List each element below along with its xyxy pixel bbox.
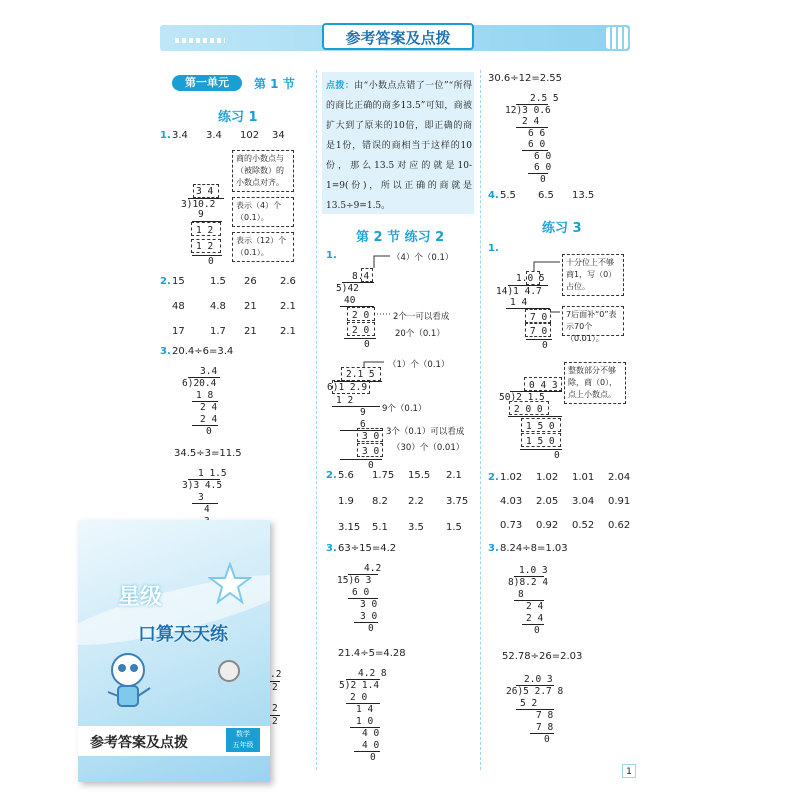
c3-q2-number: 2.	[488, 472, 499, 483]
step-box	[525, 323, 551, 337]
answer: 17	[172, 326, 185, 337]
division-quotient: 3.4	[200, 366, 218, 377]
division-step: 1 0	[356, 716, 374, 727]
cover-title-1: 星级	[118, 585, 163, 610]
tip-label: 点拨：	[326, 81, 355, 91]
division-step: 0	[370, 752, 376, 763]
division-step: 2 0	[352, 325, 370, 336]
dividend-box	[332, 380, 370, 394]
division-step: 3 0	[360, 599, 378, 610]
answer: 0.92	[536, 520, 559, 531]
division-step: 7 0	[530, 326, 548, 337]
answer: 26	[244, 276, 257, 287]
division-step: 6 0	[534, 162, 552, 173]
exercise-1-title: 练习 1	[218, 110, 258, 125]
division-step: 1 5 0	[526, 436, 555, 447]
hidden-digit: .2	[270, 669, 282, 680]
step-box	[509, 401, 549, 415]
division-step: 1 2	[336, 395, 354, 406]
cover-seal-icon	[218, 660, 240, 682]
equation: 52.78÷26=2.03	[502, 651, 583, 662]
division-step: 2 4	[200, 414, 218, 425]
answer: 1.01	[572, 472, 595, 483]
robot-mascot-icon	[98, 648, 158, 718]
column-separator-2	[480, 70, 481, 770]
note: （4）个（0.1）	[392, 253, 454, 263]
answer: 21	[244, 326, 257, 337]
division-step: 7 8	[536, 710, 554, 721]
division-line	[522, 624, 544, 625]
answer: 2.04	[608, 472, 631, 483]
c1-q1-answer: 102	[240, 130, 260, 141]
division-step: 0	[534, 625, 540, 636]
division-step: 0	[364, 339, 370, 350]
division-step: 5 2	[520, 698, 538, 709]
division-quotient: 2.1 5	[346, 369, 375, 380]
division-dividend: 12)3 0.6	[505, 105, 551, 116]
cover-badge	[226, 728, 260, 752]
division-step: 2 4	[526, 601, 544, 612]
division-step: 3 0	[362, 431, 380, 442]
division-step: 40	[344, 295, 356, 306]
answer: 0.91	[608, 496, 631, 507]
quotient-box	[193, 184, 219, 198]
division-step: 4	[204, 504, 210, 515]
division-line	[530, 733, 554, 734]
division-step: 2 4	[522, 116, 540, 127]
division-step: 1 8	[196, 390, 214, 401]
division-step: 1 2	[196, 241, 214, 252]
note-box: 表示（4）个（0.1）。	[232, 197, 294, 227]
answer: 2.6	[280, 276, 296, 287]
step-box	[191, 239, 221, 253]
division-step: 0	[542, 340, 548, 351]
division-step: 0	[368, 623, 374, 634]
answer-grid	[500, 472, 640, 544]
division-dividend: 3)10.2	[181, 199, 216, 210]
division-dividend: 6)1 2.9	[327, 382, 368, 393]
division-step: 1 4	[510, 297, 528, 308]
c2-q3-number: 3.	[326, 543, 337, 554]
note: （1）个（0.1）	[388, 360, 450, 370]
division-line	[354, 622, 378, 623]
hidden-digit: 2	[272, 716, 278, 727]
answer: 48	[172, 301, 185, 312]
division-step: 1 2	[196, 225, 214, 236]
division-dividend: 50)2 1.5	[499, 392, 545, 403]
division-quotient: 4.2	[364, 563, 382, 574]
division-dividend: 5)42	[336, 283, 359, 294]
note-box: 商的小数点与（被除数）的小数点对齐。	[232, 150, 294, 192]
division-line	[332, 406, 380, 407]
answer: 4.03	[500, 496, 523, 507]
answer: 2.1	[280, 301, 296, 312]
division-step: 3	[198, 492, 204, 503]
answer: 0.73	[500, 520, 523, 531]
answer: 8.2	[372, 496, 388, 507]
c1-q3-number: 3.	[160, 346, 171, 357]
equation: 20.4÷6=3.4	[172, 346, 234, 357]
c3-q4-number: 4.	[488, 190, 499, 201]
division-step: 1 5 0	[526, 421, 555, 432]
division-step: 0	[544, 734, 550, 745]
division-step: 7 8	[536, 722, 554, 733]
arrow-lines-b	[360, 356, 390, 376]
c3-q3-number: 3.	[488, 543, 499, 554]
division-line	[354, 751, 380, 752]
step-box	[357, 443, 383, 457]
division-line	[340, 459, 382, 460]
division-step: 0	[540, 174, 546, 185]
note: 20个（0.1）	[395, 329, 445, 339]
division-step: 2 4	[200, 402, 218, 413]
division-quotient: 2.0 3	[524, 674, 553, 685]
division-step: 3 0	[362, 446, 380, 457]
cover-badge-grade: 五年级	[232, 741, 254, 749]
note-box: 7后面补“0”表示70个（0.01）。	[562, 306, 624, 336]
note-box: 表示（12）个（0.1）。	[232, 232, 294, 262]
division-dividend: 15)6 3	[337, 575, 372, 586]
division-step: 6 0	[528, 139, 546, 150]
answer: 15	[172, 276, 185, 287]
answer: 15.5	[408, 470, 431, 481]
answer: 1.7	[210, 326, 226, 337]
division-step: 0	[554, 450, 560, 461]
answer: 3.5	[408, 522, 424, 533]
c1-q1-answer: 3.4	[172, 130, 188, 141]
answer: 1.5	[446, 522, 462, 533]
division-step: 6	[360, 419, 366, 430]
star-icon	[208, 562, 252, 606]
step-box	[357, 428, 383, 442]
division-quotient: 4.2 8	[358, 668, 387, 679]
division-dividend: 8)8.2 4	[508, 577, 549, 588]
division-quotient: 0 4 3	[529, 380, 558, 391]
cover-title-2: 口算天天练	[138, 624, 228, 645]
division-dividend: 6)20.4	[182, 378, 217, 389]
equation: 63÷15=4.2	[338, 543, 397, 554]
answer: 5.6	[338, 470, 354, 481]
division-dividend: 5)2 1.4	[339, 680, 380, 691]
note: 3个（0.1）可以看成	[386, 427, 465, 437]
page-number: 1	[622, 764, 636, 778]
section-2-title: 第 2 节 练习 2	[356, 230, 445, 245]
answer: 13.5	[572, 190, 595, 201]
tip-text	[326, 76, 472, 216]
answer: 1.5	[210, 276, 226, 287]
answer: 1.02	[536, 472, 559, 483]
division-line	[192, 425, 218, 426]
equation: 34.5÷3=11.5	[174, 448, 242, 459]
division-step: 4 0	[362, 740, 380, 751]
division-quotient: 1.0 3	[519, 565, 548, 576]
division-step: 2 0 0	[514, 404, 543, 415]
answer-grid	[338, 470, 478, 548]
c1-q2-number: 2.	[160, 276, 171, 287]
note: 9个（0.1）	[382, 404, 427, 414]
division-quotient: 1.0 5	[516, 273, 545, 284]
answer: 21	[244, 301, 257, 312]
division-dividend: 14)1 4.7	[496, 286, 542, 297]
step-box	[521, 418, 561, 432]
answer: 4.8	[210, 301, 226, 312]
division-step: 0	[208, 256, 214, 267]
answer: 5.1	[372, 522, 388, 533]
step-box	[191, 222, 221, 236]
answer: 3.75	[446, 496, 469, 507]
arrow-lines-c	[530, 256, 566, 316]
answer: 1.9	[338, 496, 354, 507]
answer: 2.05	[536, 496, 559, 507]
header-grid-icon	[606, 27, 628, 49]
c3-q1-number: 1.	[488, 243, 499, 254]
answer: 2.2	[408, 496, 424, 507]
c1-q1-answer: 34	[272, 130, 285, 141]
division-step: 3 0	[360, 611, 378, 622]
division-line	[526, 339, 552, 340]
equation: 21.4÷5=4.28	[338, 648, 406, 659]
division-quotient: 1 1.5	[198, 468, 227, 479]
note: （30）个（0.01）	[392, 443, 465, 453]
quotient-box	[524, 377, 562, 391]
book-cover	[78, 520, 270, 782]
division-dividend: 3)3 4.5	[182, 480, 223, 491]
arrow-lines-a	[370, 248, 410, 328]
exercise-3-title: 练习 3	[542, 221, 582, 236]
c2-q1-number: 1.	[326, 250, 337, 261]
division-step: 9	[360, 407, 366, 418]
division-step: 9	[198, 209, 204, 220]
column-separator-1	[316, 70, 317, 770]
cover-bottom-title: 参考答案及点拨	[90, 735, 188, 751]
cover-badge-subject: 数学	[236, 730, 250, 738]
answer-grid	[172, 276, 312, 351]
answer: 2.1	[280, 326, 296, 337]
division-line	[508, 416, 562, 417]
equation: 8.24÷8=1.03	[500, 543, 568, 554]
division-step: 7 0	[530, 312, 548, 323]
division-step: 6 0	[534, 151, 552, 162]
c1-q1-number: 1.	[160, 130, 171, 141]
answer: 1.02	[500, 472, 523, 483]
note-box: 十分位上不够商1，写（0）占位。	[562, 254, 624, 296]
note: 2个一可以看成	[393, 312, 450, 322]
section-title: 第 1 节	[254, 77, 295, 91]
step-box	[521, 433, 561, 447]
answer: 0.62	[608, 520, 631, 531]
note-box: 整数部分不够除，商（0），点上小数点。	[564, 362, 626, 404]
answer: 1.75	[372, 470, 395, 481]
division-quotient: 2.5 5	[530, 93, 559, 104]
division-step: 0	[206, 426, 212, 437]
division-step: 0	[368, 460, 374, 471]
answer: 5.5	[500, 190, 516, 201]
answer: 2.1	[446, 470, 462, 481]
division-step: 2 0	[352, 310, 370, 321]
answer: 3.04	[572, 496, 595, 507]
division-dividend: 26)5 2.7 8	[506, 686, 564, 697]
division-line	[192, 255, 222, 256]
hidden-digit: 2	[272, 703, 278, 714]
division-step: 2 0	[350, 692, 368, 703]
answer: 0.52	[572, 520, 595, 531]
division-line	[344, 338, 376, 339]
division-step: 1 4	[356, 704, 374, 715]
hidden-digit: 2	[272, 682, 278, 693]
c1-q1-answer: 3.4	[206, 130, 222, 141]
division-step: 6 0	[352, 587, 370, 598]
division-step: 6 6	[528, 128, 546, 139]
answer: 3.15	[338, 522, 361, 533]
unit-tag: 第一单元	[172, 75, 242, 91]
tip-body: 由“小数点点错了一位”“所得的商比正确的商多13.5”可知，商被扩大到了原来的10倍，即正确的商是1份，错误的商相当于这样的10份，那么13.5对应的就是10-1=9(份)，所以正确的商就是13.5÷9=1.5。	[326, 81, 472, 211]
division-quotient: 3 4	[196, 186, 214, 197]
header-stripes	[175, 38, 225, 43]
division-step: 4 0	[362, 728, 380, 739]
header-title: 参考答案及点拨	[345, 29, 451, 47]
answer: 6.5	[538, 190, 554, 201]
division-quotient: 8.4	[352, 271, 370, 282]
division-step: 2 4	[526, 613, 544, 624]
equation: 30.6÷12=2.55	[488, 73, 563, 84]
c2-q2-number: 2.	[326, 470, 337, 481]
division-step: 8	[518, 589, 524, 600]
